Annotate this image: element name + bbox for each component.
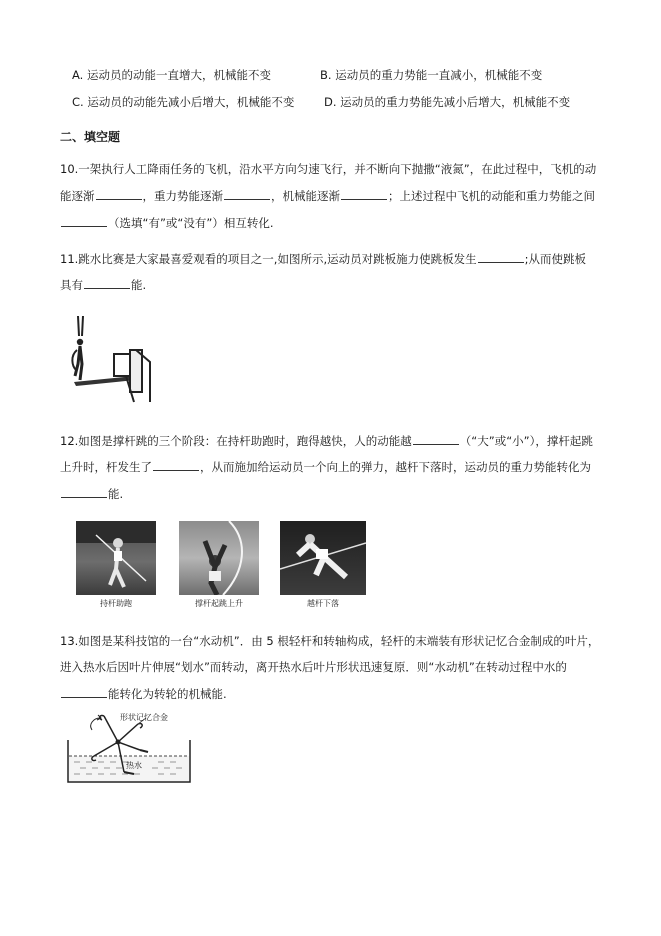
q10-text-e: （选填“有”或“没有”）相互转化.: [108, 216, 274, 230]
q12-line3: [60, 485, 123, 503]
q11-text-b: ;从而使跳板: [524, 252, 586, 266]
option-a: A. 运动员的动能一直增大，机械能不变: [72, 68, 271, 82]
option-c: C. 运动员的动能先减小后增大，机械能不变: [72, 95, 295, 109]
q10-line3: [60, 214, 274, 232]
q10-text-c: ，机械能逐渐: [271, 189, 340, 203]
option-d: D. 运动员的重力势能先减小后增大，机械能不变: [324, 95, 571, 109]
q10-text-a: 能逐渐: [60, 189, 95, 203]
q11-text-c: 具有: [60, 278, 83, 292]
q13-line1: 13.如图是某科技馆的一台“水动机”．由 5 根轻杆和转轴构成，轻杆的末端装有形状记忆合金制成的叶片，: [60, 634, 600, 648]
q10-line2: [60, 187, 595, 205]
photo-bar-clear: [280, 521, 366, 595]
q11-blank-2[interactable]: [84, 276, 130, 289]
q12-blank-3[interactable]: [61, 485, 107, 498]
hot-water-label: 热水: [126, 761, 142, 770]
q13-blank-1[interactable]: [61, 685, 107, 698]
q10-blank-4[interactable]: [61, 214, 107, 227]
q10-line1: 10.一架执行人工降雨任务的飞机，沿水平方向匀速飞行，并不断向下抛撒“液氮”，在此过程中，飞机的动: [60, 162, 597, 176]
caption-bar-clear: 越杆下落: [307, 599, 339, 608]
q10-blank-2[interactable]: [224, 187, 270, 200]
q12-text-e: 能.: [108, 487, 124, 501]
q11-text-a: 11.跳水比赛是大家最喜爱观看的项目之一,如图所示,运动员对跳板施力使跳板发生: [60, 252, 477, 266]
caption-pole-rise: 撑杆起跳上升: [195, 599, 243, 608]
q10-blank-3[interactable]: [341, 187, 387, 200]
q13-line2: 进入热水后因叶片伸展“划水”而转动，离开热水后叶片形状迅速复原．则“水动机”在转动过程中水的: [60, 660, 567, 674]
diver-head: [77, 339, 83, 345]
option-b: B. 运动员的重力势能一直减小，机械能不变: [320, 68, 543, 82]
q12-text-a: 12.如图是撑杆跳的三个阶段：在持杆助跑时，跑得越快，人的动能越: [60, 434, 412, 448]
springboard-figure: [64, 306, 156, 406]
q12-line1: [60, 432, 593, 450]
photo-pole-rise: [179, 521, 259, 595]
q12-line2: [60, 458, 591, 476]
q12-blank-2[interactable]: [153, 458, 199, 471]
water-wheel-figure: [64, 710, 194, 786]
q10-blank-1[interactable]: [96, 187, 142, 200]
q13-text-a: 能转化为转轮的机械能.: [108, 687, 227, 701]
q12-blank-1[interactable]: [413, 432, 459, 445]
q12-text-c: 上升时，杆发生了: [60, 460, 152, 474]
q11-line1: [60, 250, 586, 268]
q11-blank-1[interactable]: [478, 250, 524, 263]
q10-text-d: ；上述过程中飞机的动能和重力势能之间: [388, 189, 595, 203]
q12-text-b: （“大”或“小”），撑杆起跳: [459, 434, 593, 448]
q13-line3: [60, 685, 227, 703]
q10-text-b: ，重力势能逐渐: [142, 189, 223, 203]
alloy-label: 形状记忆合金: [120, 713, 168, 722]
photo-run-up: [76, 521, 156, 595]
q11-text-d: 能.: [131, 278, 147, 292]
q11-line2: [60, 276, 146, 294]
caption-run-up: 持杆助跑: [100, 599, 132, 608]
section-title: 二、填空题: [60, 130, 121, 144]
q12-text-d: ，从而施加给运动员一个向上的弹力，越杆下落时，运动员的重力势能转化为: [200, 460, 591, 474]
